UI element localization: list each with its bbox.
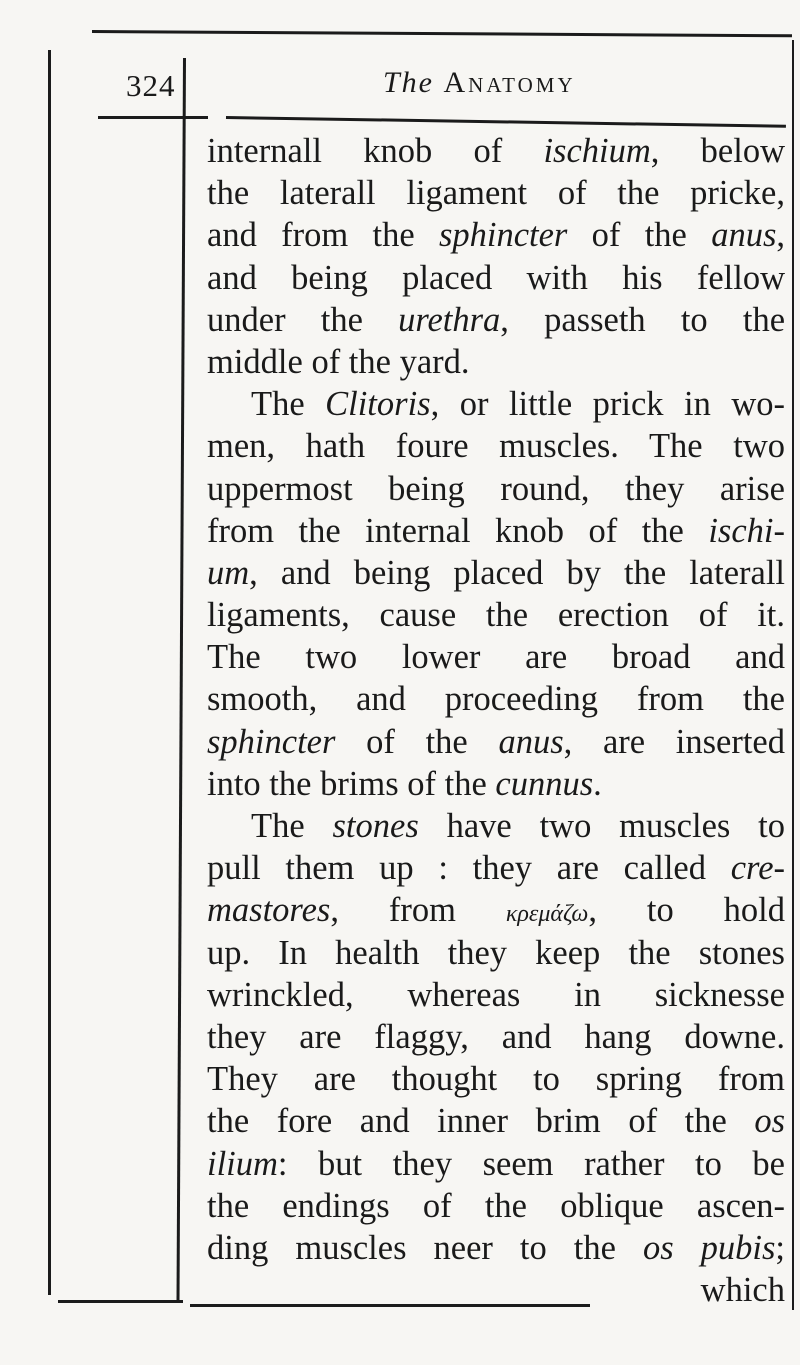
text-line (207, 1227, 785, 1269)
text-line (207, 763, 785, 805)
text-run: under the (207, 300, 399, 339)
text-run: . (593, 764, 602, 803)
text-line (207, 257, 785, 299)
running-head-the: The (383, 66, 434, 99)
page-number: 324 (126, 68, 176, 103)
greek-term: κρεμάζω (505, 901, 589, 928)
italic-term: os (754, 1102, 785, 1141)
text-line (207, 594, 785, 636)
text-line (207, 1016, 785, 1058)
text-line (207, 510, 785, 552)
italic-term: cre- (730, 849, 785, 888)
text-run: The (251, 807, 333, 845)
bottom-rule-left (58, 1300, 183, 1303)
text-run: and from the (207, 216, 439, 255)
italic-term: anus (498, 722, 564, 761)
text-run: they are flaggy, and hang downe. (207, 1017, 785, 1056)
text-run: , (776, 216, 785, 255)
text-line (207, 974, 785, 1016)
text-line (207, 932, 785, 974)
text-run: : but they seem rather to be (277, 1144, 785, 1183)
right-edge-rule (792, 40, 794, 1310)
text-line (207, 468, 785, 510)
text-line (207, 552, 785, 594)
text-line (207, 721, 785, 763)
text-line (207, 847, 785, 889)
header-rule-left (98, 116, 208, 119)
italic-term: sphincter (438, 216, 568, 255)
text-run: , are inserted (563, 722, 785, 761)
italic-term: os pubis (642, 1228, 776, 1267)
text-line (207, 636, 785, 678)
text-run: wrinckled, whereas in sicknesse (207, 975, 785, 1014)
text-line (207, 1185, 785, 1227)
text-run: , and being placed by the laterall (249, 553, 785, 592)
text-line (207, 299, 785, 341)
text-line (207, 383, 785, 425)
text-run: The (251, 385, 326, 424)
running-head-anatomy: Anatomy (443, 66, 576, 99)
text-run: , below (650, 132, 785, 170)
text-run: and being placed with his fellow (207, 258, 785, 297)
text-line (207, 805, 785, 847)
text-run: middle of the yard. (207, 342, 470, 381)
text-line (207, 172, 785, 214)
header-rule-right (226, 116, 786, 128)
text-run: which (700, 1271, 785, 1310)
text-run: uppermost being round, they arise (207, 469, 785, 508)
italic-term: ischium (543, 132, 651, 170)
running-head (383, 66, 576, 100)
text-run: ligaments, cause the erection of it. (207, 596, 785, 635)
italic-term: urethra (398, 300, 501, 339)
text-run: of the (567, 216, 712, 255)
text-line (207, 1100, 785, 1142)
text-line (207, 1269, 785, 1311)
text-line (207, 889, 785, 931)
italic-term: mastores (207, 891, 331, 930)
text-run: The two lower are broad and (207, 638, 785, 677)
italic-term: cunnus (495, 764, 594, 803)
text-run: from the internal knob of the (207, 511, 709, 550)
italic-term: stones (332, 807, 419, 845)
text-line (207, 678, 785, 720)
italic-term: Clitoris (325, 385, 431, 424)
text-run: smooth, and proceeding from the (207, 680, 785, 719)
text-run: , to hold (588, 891, 785, 930)
text-run: of the (335, 722, 499, 761)
text-run: the endings of the oblique ascen- (207, 1186, 785, 1225)
text-run: the fore and inner brim of the (207, 1102, 755, 1141)
text-run: the laterall ligament of the pricke, (207, 174, 785, 213)
text-run: have two muscles to (418, 807, 786, 845)
top-border-rule (92, 30, 792, 37)
gutter-rule (176, 58, 186, 1303)
text-line (207, 1143, 785, 1185)
text-run: , passeth to the (500, 300, 786, 339)
text-line (207, 1058, 785, 1100)
text-line (207, 130, 785, 172)
italic-term: um (207, 553, 250, 592)
text-run: They are thought to spring from (207, 1060, 785, 1099)
text-run: , or little prick in wo- (430, 385, 785, 424)
body-text (207, 130, 785, 1311)
text-run: ; (775, 1228, 785, 1267)
italic-term: sphincter (207, 722, 336, 761)
text-line (207, 425, 785, 467)
left-margin-rule (48, 50, 51, 1295)
text-run: internall knob of (207, 132, 544, 170)
text-line (207, 214, 785, 256)
text-run: into the brims of the (207, 764, 496, 803)
text-run: , from (330, 891, 506, 930)
text-run: men, hath foure muscles. The two (207, 427, 785, 466)
text-line (207, 341, 785, 383)
text-run: ding muscles neer to the (207, 1228, 643, 1267)
text-run: pull them up : they are called (207, 849, 731, 888)
italic-term: ischi- (708, 511, 785, 550)
text-run: up. In health they keep the stones (207, 933, 785, 972)
italic-term: anus (711, 216, 777, 255)
italic-term: ilium (207, 1144, 278, 1183)
